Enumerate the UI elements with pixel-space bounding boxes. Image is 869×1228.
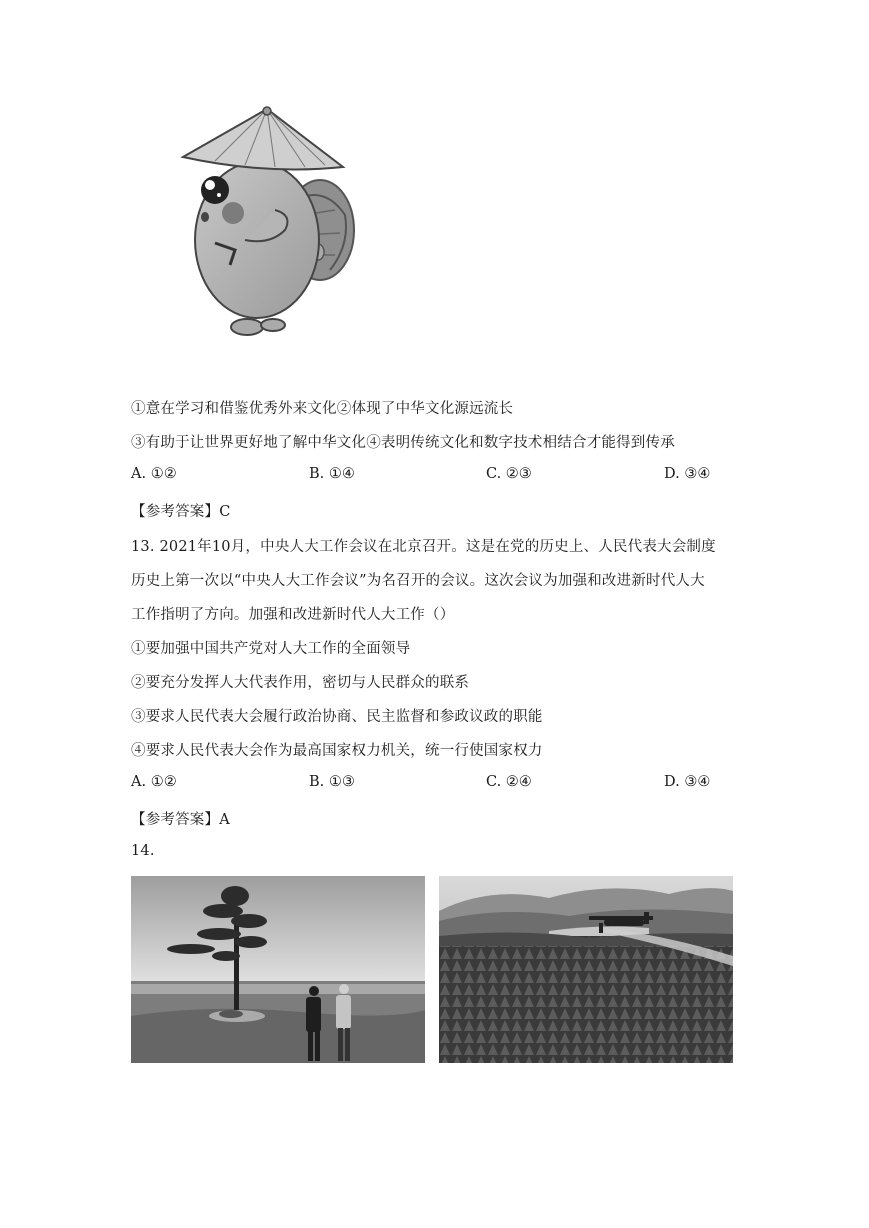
photo-forest-airplane xyxy=(439,876,733,1063)
q13-statement-4: ④要求人民代表大会作为最高国家权力机关，统一行使国家权力 xyxy=(131,743,543,759)
q12-option-a: A. ①② xyxy=(131,466,177,482)
q12-statement-2: ③有助于让世界更好地了解中华文化④表明传统文化和数字技术相结合才能得到传承 xyxy=(131,435,675,451)
q13-option-c: C. ②④ xyxy=(486,774,532,790)
q13-option-a: A. ①② xyxy=(131,774,177,790)
q13-stem-line-1: 13. 2021年10月，中央人大工作会议在北京召开。这是在党的历史上、人民代表大会制度 xyxy=(131,539,716,555)
q13-answer: 【参考答案】A xyxy=(131,812,230,828)
q12-option-b: B. ①④ xyxy=(309,466,355,482)
q14-number: 14. xyxy=(131,843,155,859)
q13-statement-3: ③要求人民代表大会履行政治协商、民主监督和参政议政的职能 xyxy=(131,709,543,725)
q13-stem-line-3: 工作指明了方向。加强和改进新时代人大工作（） xyxy=(131,607,455,623)
q13-stem-line-2: 历史上第一次以“中央人大工作会议”为名召开的会议。这次会议为加强和改进新时代人大 xyxy=(131,573,705,589)
photo-lone-tree-grassland xyxy=(131,876,425,1063)
q13-statement-1: ①要加强中国共产党对人大工作的全面领导 xyxy=(131,641,411,657)
q12-option-c: C. ②③ xyxy=(486,466,532,482)
q12-option-d: D. ③④ xyxy=(664,466,711,482)
q13-option-d: D. ③④ xyxy=(664,774,711,790)
q12-statement-1: ①意在学习和借鉴优秀外来文化②体现了中华文化源远流长 xyxy=(131,401,514,417)
q13-statement-2: ②要充分发挥人大代表作用，密切与人民群众的联系 xyxy=(131,675,470,691)
mascot-illustration xyxy=(175,105,370,345)
q12-answer: 【参考答案】C xyxy=(131,504,231,520)
q13-option-b: B. ①③ xyxy=(309,774,355,790)
